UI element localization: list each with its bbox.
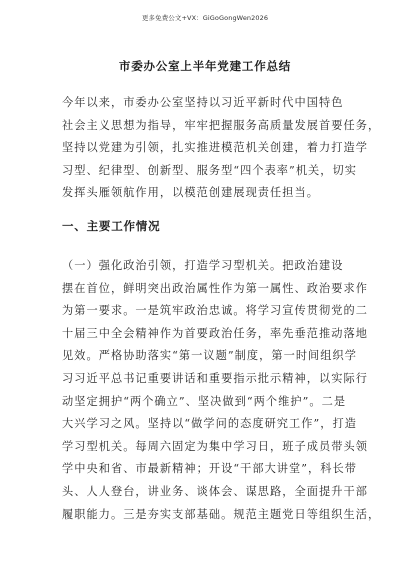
paragraph-line: 为第一要求。一是筑牢政治忠诚。将学习宣传贯彻党的二 bbox=[62, 304, 368, 318]
paragraph-line: 十届三中全会精神作为首要政治任务，率先垂范推动落地 bbox=[62, 326, 368, 340]
paragraph-line: 动坚定拥护“两个确立”、坚决做到“两个维护”。二是 bbox=[62, 394, 347, 408]
paragraph-line: 履职能力。三是夯实支部基础。规范主题党日等组织生活， bbox=[62, 507, 381, 521]
paragraph-line: 习习近平总书记重要讲话和重要指示批示精神，以实际行 bbox=[62, 371, 368, 385]
paragraph-line: 学中央和省、市最新精神；开设“干部大讲堂”，科长带 bbox=[62, 462, 358, 476]
section-heading: 一、主要工作情况 bbox=[62, 219, 161, 233]
paragraph-line: 摆在首位，鲜明突出政治属性作为第一属性、政治要求作 bbox=[62, 281, 368, 295]
paragraph-line: 学习型机关。每周六固定为集中学习日，班子成员带头领 bbox=[62, 439, 368, 453]
subsection-paragraph bbox=[62, 255, 381, 526]
paragraph-line: 习型、纪律型、创新型、服务型“四个表率”机关，切实 bbox=[62, 163, 358, 177]
paragraph-line: 见效。严格协助落实“第一议题”制度，第一时间组织学 bbox=[62, 349, 358, 363]
paragraph-line: 头、人人登台，讲业务、谈体会、谋思路，全面提升干部 bbox=[62, 484, 368, 498]
paragraph-line: 社会主义思想为指导，牢牢把握服务高质量发展首要任务， bbox=[62, 118, 381, 132]
paragraph-line: 今年以来，市委办公室坚持以习近平新时代中国特色 bbox=[62, 96, 344, 109]
paragraph-line: 大兴学习之风。坚持以“做学问的态度研究工作”，打造 bbox=[62, 417, 358, 431]
paragraph-line: 发挥头雁领航作用，以模范创建展现责任担当。 bbox=[62, 186, 319, 200]
document-title: 市委办公室上半年党建工作总结 bbox=[118, 59, 292, 73]
paragraph-line: 坚持以党建为引领，扎实推进模范机关创建，着力打造学 bbox=[62, 141, 368, 155]
paragraph-line: （一）强化政治引领，打造学习型机关。把政治建设 bbox=[62, 259, 344, 272]
intro-paragraph bbox=[62, 92, 381, 205]
header-note: 更多免费公文+VX：GiGoGongWen2026 bbox=[141, 14, 269, 22]
